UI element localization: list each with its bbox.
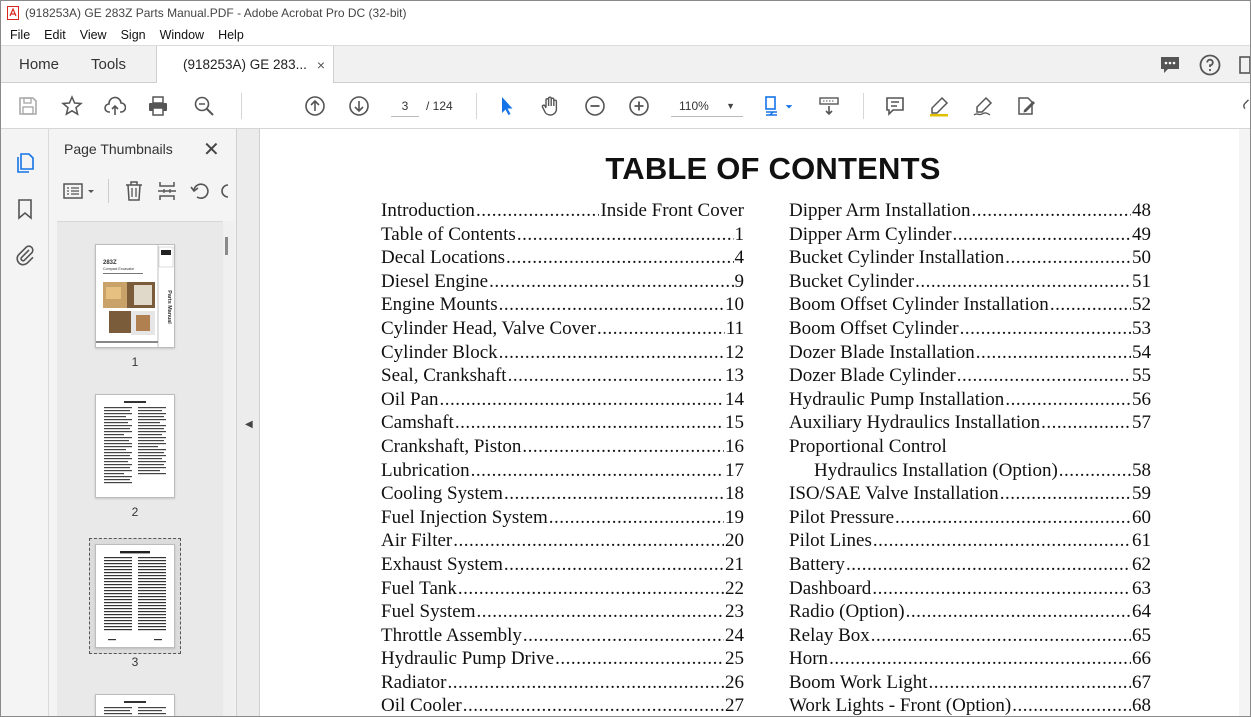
toc-dot-leader: [517, 223, 734, 247]
toc-entry[interactable]: [381, 293, 744, 317]
page-number-input[interactable]: 3: [391, 95, 419, 117]
toc-dot-leader: [1050, 293, 1131, 317]
toc-entry-page: 10: [725, 294, 744, 316]
panel-toolbar: [63, 179, 233, 205]
toc-entry[interactable]: [789, 459, 1151, 483]
extract-pages-icon[interactable]: [156, 180, 178, 202]
menu-help[interactable]: Help: [218, 28, 244, 42]
toc-entry[interactable]: [789, 223, 1151, 247]
highlight-pen-icon[interactable]: [926, 93, 952, 119]
toc-dot-leader: [504, 482, 724, 506]
attachments-paperclip-icon[interactable]: [13, 243, 37, 267]
toc-dot-leader: [504, 553, 724, 577]
toc-entry[interactable]: [789, 506, 1151, 530]
toc-entry-title: Hydraulics Installation (Option): [789, 459, 1059, 483]
toc-entry-title: Dozer Blade Installation: [789, 341, 975, 363]
toc-entry-title: Lubrication: [381, 459, 470, 481]
toc-entry-title: Exhaust System: [381, 553, 503, 575]
toc-dot-leader: [597, 317, 725, 341]
toc-dot-leader: [1059, 459, 1131, 483]
toc-entry-page: 63: [1132, 577, 1151, 599]
zoom-level-value: 110%: [679, 99, 709, 113]
thumbnail-page-1[interactable]: [95, 244, 175, 348]
menu-edit[interactable]: Edit: [44, 28, 66, 42]
toc-dot-leader: [873, 529, 1131, 553]
upload-cloud-icon[interactable]: [102, 93, 128, 119]
toc-dot-leader: [1012, 694, 1131, 717]
toc-entry[interactable]: [789, 624, 1151, 648]
toc-entry-title: Auxiliary Hydraulics Installation: [789, 412, 1041, 434]
tab-document[interactable]: [156, 46, 334, 84]
toc-entry[interactable]: [381, 199, 744, 223]
bookmark-star-icon[interactable]: [59, 93, 85, 119]
toc-dot-leader: [960, 317, 1131, 341]
toc-entry[interactable]: [381, 435, 744, 459]
toc-entry[interactable]: [789, 246, 1151, 270]
toc-entry-page: 64: [1132, 601, 1151, 623]
toc-entry[interactable]: [789, 694, 1151, 717]
toolbar-separator: [241, 93, 242, 119]
toc-entry-title: Boom Offset Cylinder Installation: [789, 294, 1049, 316]
toc-dot-leader: [929, 671, 1131, 695]
toc-entry[interactable]: [789, 577, 1151, 601]
toc-entry[interactable]: [381, 577, 744, 601]
toc-entry-page: 15: [725, 412, 744, 434]
thumbnail-label: 3: [131, 655, 139, 669]
menu-window[interactable]: Window: [159, 28, 205, 42]
thumbnail-list: [57, 221, 227, 717]
previous-page-icon[interactable]: [302, 93, 328, 119]
toc-dot-leader: [549, 506, 724, 530]
toc-entry-page: 11: [725, 317, 744, 339]
toc-entry-title: Fuel Injection System: [381, 506, 548, 528]
toc-entry[interactable]: [381, 270, 744, 294]
toc-dot-leader: [453, 529, 724, 553]
thumbnail-label: 1: [131, 355, 139, 369]
toc-entry[interactable]: [789, 293, 1151, 317]
page-heading: TABLE OF CONTENTS: [605, 151, 941, 186]
panel-toolbar-separator: [108, 179, 109, 203]
toc-dot-leader: [555, 647, 724, 671]
toc-entry-page: 68: [1132, 695, 1151, 717]
toc-entry-title: Proportional Control: [789, 435, 947, 457]
cover-line-text: Compact Excavator: [103, 267, 135, 271]
toc-dot-leader: [895, 506, 1131, 530]
toc-entry-page: 65: [1132, 624, 1151, 646]
scrolling-mode-icon[interactable]: [816, 93, 842, 119]
toc-entry[interactable]: [381, 459, 744, 483]
acrobat-icon: [7, 6, 19, 20]
edit-pdf-icon[interactable]: [1013, 93, 1039, 119]
toc-entry-page: 54: [1132, 341, 1151, 363]
thumbnail-page-3[interactable]: [95, 544, 175, 648]
toc-entry-page: 66: [1132, 648, 1151, 670]
toolbar-separator: [476, 93, 477, 119]
zoom-level-select[interactable]: [671, 95, 743, 117]
toc-entry-page: 19: [725, 506, 744, 528]
toc-entry[interactable]: [381, 694, 744, 717]
toc-entry[interactable]: [381, 317, 744, 341]
add-comment-icon[interactable]: [882, 93, 908, 119]
toc-dot-leader: [871, 624, 1131, 648]
toc-entry-page: 18: [725, 483, 744, 505]
toc-entry-title: Cooling System: [381, 483, 503, 505]
toc-entry[interactable]: [381, 246, 744, 270]
toc-dot-leader: [1005, 388, 1131, 412]
menu-view[interactable]: View: [79, 28, 107, 42]
toc-entry-title: Dipper Arm Cylinder: [789, 223, 952, 245]
toc-dot-leader: [1041, 411, 1131, 435]
toc-entry-page: 49: [1132, 223, 1151, 245]
toc-entry-page: 67: [1132, 671, 1151, 693]
page-thumbnails-panel: [49, 129, 236, 717]
toc-entry-page: 9: [734, 270, 744, 292]
toc-entry-title: Battery: [789, 553, 845, 575]
panel-close-icon[interactable]: ✕: [203, 139, 220, 161]
window-title: (918253A) GE 283Z Parts Manual.PDF - Adobe Acrobat Pro DC (32-bit): [25, 6, 407, 20]
toc-entry-title: Introduction: [381, 200, 475, 221]
toc-dot-leader: [957, 364, 1131, 388]
toc-entry[interactable]: [789, 270, 1151, 294]
toc-entry-page: 61: [1132, 530, 1151, 552]
toc-entry-title: Pilot Lines: [789, 530, 872, 552]
page-4-preview: [96, 695, 174, 717]
thumbnail-page-4[interactable]: [95, 694, 175, 717]
toc-entry-title: Table of Contents: [381, 223, 516, 245]
toc-entry-title: Throttle Assembly: [381, 624, 522, 646]
bookmarks-icon[interactable]: [13, 197, 37, 221]
account-icon[interactable]: [1236, 53, 1250, 77]
zoom-search-icon[interactable]: [191, 93, 217, 119]
toc-dot-leader: [953, 223, 1131, 247]
toc-dot-leader: [846, 553, 1131, 577]
save-icon[interactable]: [15, 93, 41, 119]
page-total: / 124: [426, 99, 453, 113]
navigation-rail: [1, 129, 49, 717]
toc-entry-page: 55: [1132, 365, 1151, 387]
toc-dot-leader: [508, 364, 724, 388]
cover-model-text: 283Z: [103, 260, 117, 266]
toc-entry-title: Hydraulic Pump Drive: [381, 648, 555, 670]
toc-entry[interactable]: [789, 482, 1151, 506]
toc-entry-page: Inside Front Cover: [600, 200, 744, 221]
toc-dot-leader: [915, 270, 1131, 294]
toc-dot-leader: [523, 624, 724, 648]
toc-dot-leader: [499, 341, 724, 365]
toc-dot-leader: [872, 577, 1131, 601]
toc-entry-title: Diesel Engine: [381, 270, 489, 292]
toc-entry[interactable]: [381, 482, 744, 506]
toc-dot-leader: [489, 270, 733, 294]
rotate-icon[interactable]: [189, 180, 211, 202]
toc-entry-page: 26: [725, 671, 744, 693]
toc-dot-leader: [471, 459, 724, 483]
toc-entry-page: 25: [725, 648, 744, 670]
toc-entry-title: Dipper Arm Installation: [789, 200, 971, 221]
tab-close-icon[interactable]: ×: [316, 57, 325, 73]
toc-entry-title: Hydraulic Pump Installation: [789, 388, 1005, 410]
print-icon[interactable]: [145, 93, 171, 119]
toc-entry[interactable]: [789, 317, 1151, 341]
toc-entry-title: Bucket Cylinder: [789, 270, 915, 292]
toc-dot-leader: [522, 435, 724, 459]
chevron-down-icon: ▼: [726, 101, 735, 111]
toc-dot-leader: [458, 577, 724, 601]
toc-entry-title: Dashboard: [789, 577, 872, 599]
toc-entry-page: 50: [1132, 247, 1151, 269]
menu-file[interactable]: File: [10, 28, 31, 42]
toc-entry-page: 16: [725, 435, 744, 457]
toc-entry[interactable]: [381, 411, 744, 435]
toc-entry-page: 17: [725, 459, 744, 481]
toc-entry-title: Fuel System: [381, 601, 476, 623]
title-bar: [1, 1, 1250, 25]
select-cursor-icon[interactable]: [494, 93, 520, 119]
toc-entry[interactable]: [381, 624, 744, 648]
toc-entry-title: Boom Work Light: [789, 671, 928, 693]
toc-dot-leader: [440, 388, 724, 412]
toc-entry-title: Engine Mounts: [381, 294, 498, 316]
toc-entry-page: 48: [1132, 200, 1151, 221]
toc-entry[interactable]: [381, 553, 744, 577]
thumbnail-page-2[interactable]: [95, 394, 175, 498]
toc-entry[interactable]: [381, 341, 744, 365]
cover-page-preview: [96, 245, 174, 347]
toc-entry-title: Dozer Blade Cylinder: [789, 365, 956, 387]
toc-entry-title: Air Filter: [381, 530, 453, 552]
toc-entry-title: Decal Locations: [381, 247, 505, 269]
toc-entry-title: ISO/SAE Valve Installation: [789, 483, 999, 505]
toc-entry[interactable]: [789, 199, 1151, 223]
toc-entry-page: 57: [1132, 412, 1151, 434]
toc-dot-leader: [447, 671, 724, 695]
toc-entry-page: 52: [1132, 294, 1151, 316]
toc-left-column: [381, 199, 744, 717]
toc-entry-title: Oil Pan: [381, 388, 439, 410]
toc-entry-page: 53: [1132, 317, 1151, 339]
toc-entry-page: 62: [1132, 553, 1151, 575]
panel-splitter[interactable]: [236, 129, 260, 717]
tab-tools[interactable]: Tools: [91, 56, 127, 73]
toc-right-column: [789, 199, 1151, 717]
toc-entry-page: 1: [734, 223, 744, 245]
toc-entry-title: Bucket Cylinder Installation: [789, 247, 1005, 269]
toc-entry-title: Relay Box: [789, 624, 870, 646]
page-2-preview: [96, 395, 174, 497]
toc-entry-title: Cylinder Block: [381, 341, 498, 363]
toc-entry[interactable]: [381, 671, 744, 695]
toc-entry-page: 23: [725, 601, 744, 623]
toolbar-separator: [863, 93, 864, 119]
tabbar-right-icons: [1158, 46, 1250, 83]
thumbnails-scrollbar[interactable]: [223, 221, 235, 717]
toc-entry-page: 22: [725, 577, 744, 599]
toc-entry-page: 24: [725, 624, 744, 646]
help-icon[interactable]: [1198, 53, 1222, 77]
toc-dot-leader: [1000, 482, 1131, 506]
toc-entry[interactable]: [789, 600, 1151, 624]
fit-page-dropdown-icon[interactable]: [783, 93, 795, 119]
toc-entry-page: 14: [725, 388, 744, 410]
toc-dot-leader: [976, 341, 1131, 365]
scrollbar-thumb[interactable]: [225, 237, 228, 255]
toc-entry-title: Radio (Option): [789, 601, 905, 623]
toc-entry-title: Crankshaft, Piston: [381, 435, 522, 457]
toc-entry-page: 58: [1132, 459, 1151, 481]
toc-entry-page: 21: [725, 553, 744, 575]
toc-entry-page: 27: [725, 695, 744, 717]
toc-entry-title: Seal, Crankshaft: [381, 365, 507, 387]
document-scrollbar[interactable]: [1239, 129, 1251, 717]
toc-entry-title: Fuel Tank: [381, 577, 457, 599]
toc-entry-title: Boom Offset Cylinder: [789, 317, 959, 339]
toc-dot-leader: [506, 246, 734, 270]
delete-trash-icon[interactable]: [123, 180, 145, 202]
toc-entry[interactable]: [789, 529, 1151, 553]
toc-entry-title: Work Lights - Front (Option): [789, 695, 1012, 717]
tab-document-label: (918253A) GE 283...: [183, 57, 307, 72]
toc-entry-page: 4: [734, 247, 744, 269]
toc-entry[interactable]: [381, 647, 744, 671]
toc-dot-leader: [1005, 246, 1131, 270]
toc-dot-leader: [499, 293, 724, 317]
toc-entry-title: Pilot Pressure: [789, 506, 895, 528]
zoom-out-icon[interactable]: [582, 93, 608, 119]
toc-entry[interactable]: [381, 529, 744, 553]
link-icon[interactable]: [1237, 93, 1251, 119]
document-view[interactable]: [260, 129, 1251, 717]
panel-title: Page Thumbnails: [64, 141, 173, 157]
tab-home[interactable]: Home: [19, 56, 60, 73]
thumbnail-options-icon[interactable]: [63, 181, 97, 203]
toc-dot-leader: [829, 647, 1131, 671]
toc-entry[interactable]: [789, 435, 1151, 459]
zoom-in-icon[interactable]: [626, 93, 652, 119]
hand-tool-icon[interactable]: [538, 93, 564, 119]
cover-side-text: Parts Manual: [166, 290, 172, 324]
menu-sign[interactable]: Sign: [120, 28, 146, 42]
thumbnail-label: 2: [131, 505, 139, 519]
toc-entry[interactable]: [789, 411, 1151, 435]
toc-entry[interactable]: [381, 506, 744, 530]
toc-entry-page: 60: [1132, 506, 1151, 528]
toc-entry-page: 51: [1132, 270, 1151, 292]
fill-sign-icon[interactable]: [970, 93, 996, 119]
toc-entry[interactable]: [789, 341, 1151, 365]
toc-entry-page: 20: [725, 530, 744, 552]
toc-dot-leader: [476, 199, 600, 223]
next-page-icon[interactable]: [346, 93, 372, 119]
toc-entry[interactable]: [381, 388, 744, 412]
toc-entry[interactable]: [789, 388, 1151, 412]
menu-bar: [1, 25, 1250, 45]
toc-dot-leader: [455, 411, 724, 435]
toc-entry-page: 12: [725, 341, 744, 363]
toc-dot-leader: [972, 199, 1131, 223]
toc-entry[interactable]: [789, 647, 1151, 671]
toc-entry-title: Horn: [789, 648, 829, 670]
toc-entry[interactable]: [789, 553, 1151, 577]
toc-entry-page: 56: [1132, 388, 1151, 410]
toc-entry[interactable]: [381, 600, 744, 624]
toc-entry-page: 59: [1132, 483, 1151, 505]
toc-entry[interactable]: [381, 364, 744, 388]
toc-entry-title: Oil Cooler: [381, 695, 462, 717]
toc-dot-leader: [463, 694, 724, 717]
toc-entry[interactable]: [789, 364, 1151, 388]
comment-bubble-icon[interactable]: [1158, 53, 1182, 77]
toc-entry-page: 13: [725, 365, 744, 387]
toc-entry-title: Cylinder Head, Valve Cover: [381, 317, 596, 339]
toc-dot-leader: [906, 600, 1131, 624]
toc-entry[interactable]: [789, 671, 1151, 695]
toolbar: [1, 83, 1250, 129]
toc-dot-leader: [476, 600, 724, 624]
tab-bar: [1, 45, 1250, 83]
more-tools-icon[interactable]: [220, 180, 230, 202]
collapse-panel-arrow-icon[interactable]: ◀: [245, 419, 253, 430]
page-thumbnails-icon[interactable]: [13, 151, 37, 175]
toc-entry-title: Radiator: [381, 671, 447, 693]
page-3-preview: [96, 545, 174, 647]
toc-entry-title: Camshaft: [381, 412, 454, 434]
toc-entry[interactable]: [381, 223, 744, 247]
